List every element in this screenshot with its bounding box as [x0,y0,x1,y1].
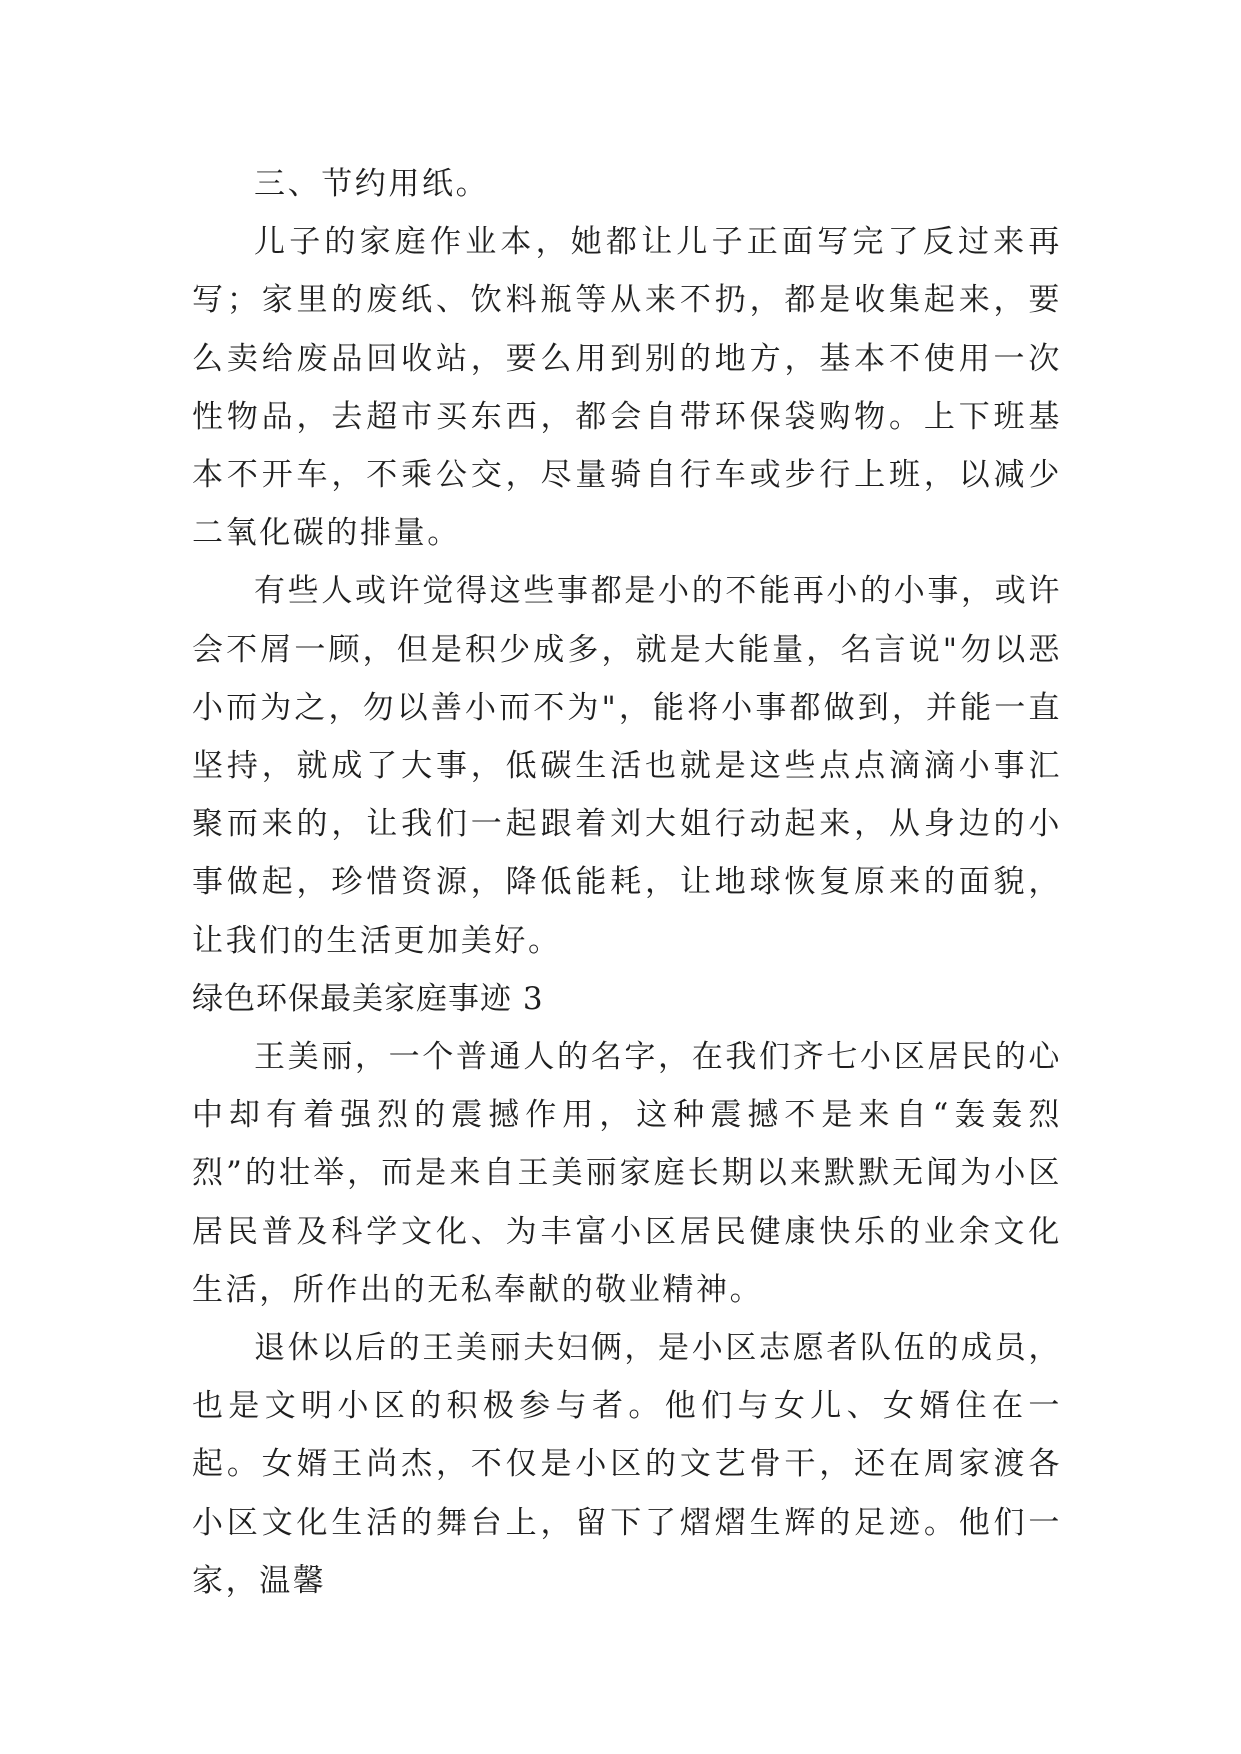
paragraph-saving-paper: 儿子的家庭作业本，她都让儿子正面写完了反过来再写；家里的废纸、饮料瓶等从来不扔，都是收集起来，要么卖给废品回收站，要么用到别的地方，基本不使用一次性物品，去超市买东西，都会自带环保袋购物。上下班基本不开车，不乘公交，尽量骑自行车或步行上班，以减少二氧化碳的排量。 [192,224,1062,552]
paragraph-small-things: 有些人或许觉得这些事都是小的不能再小的小事，或许会不屑一顾，但是积少成多，就是大能量，名言说"勿以恶小而为之，勿以善小而不为"，能将小事都做到，并能一直坚持，就成了大事，低碳生活也就是这些点点滴滴小事汇聚而来的，让我们一起跟着刘大姐行动起来，从身边的小事做起，珍惜资源，降低能耗，让地球恢复原来的面貌，让我们的生活更加美好。 [192,573,1062,959]
paragraph-section-title: 三、节约用纸。 [254,166,490,202]
paragraph-retired-couple: 退休以后的王美丽夫妇俩，是小区志愿者队伍的成员，也是文明小区的积极参与者。他们与女儿、女婿住在一起。女婿王尚杰，不仅是小区的文艺骨干，还在周家渡各小区文化生活的舞台上，留下了熠熠生辉的足迹。他们一家，温馨 [192,1330,1062,1599]
paragraph-wang-meili: 王美丽，一个普通人的名字，在我们齐七小区居民的心中却有着强烈的震撼作用，这种震撼不是来自“轰轰烈烈”的壮举，而是来自王美丽家庭长期以来默默无闻为小区居民普及科学文化、为丰富小区居民健康快乐的业余文化生活，所作出的无私奉献的敬业精神。 [192,1039,1062,1308]
document-body [192,155,1062,1610]
section-heading: 绿色环保最美家庭事迹 3 [192,980,544,1017]
